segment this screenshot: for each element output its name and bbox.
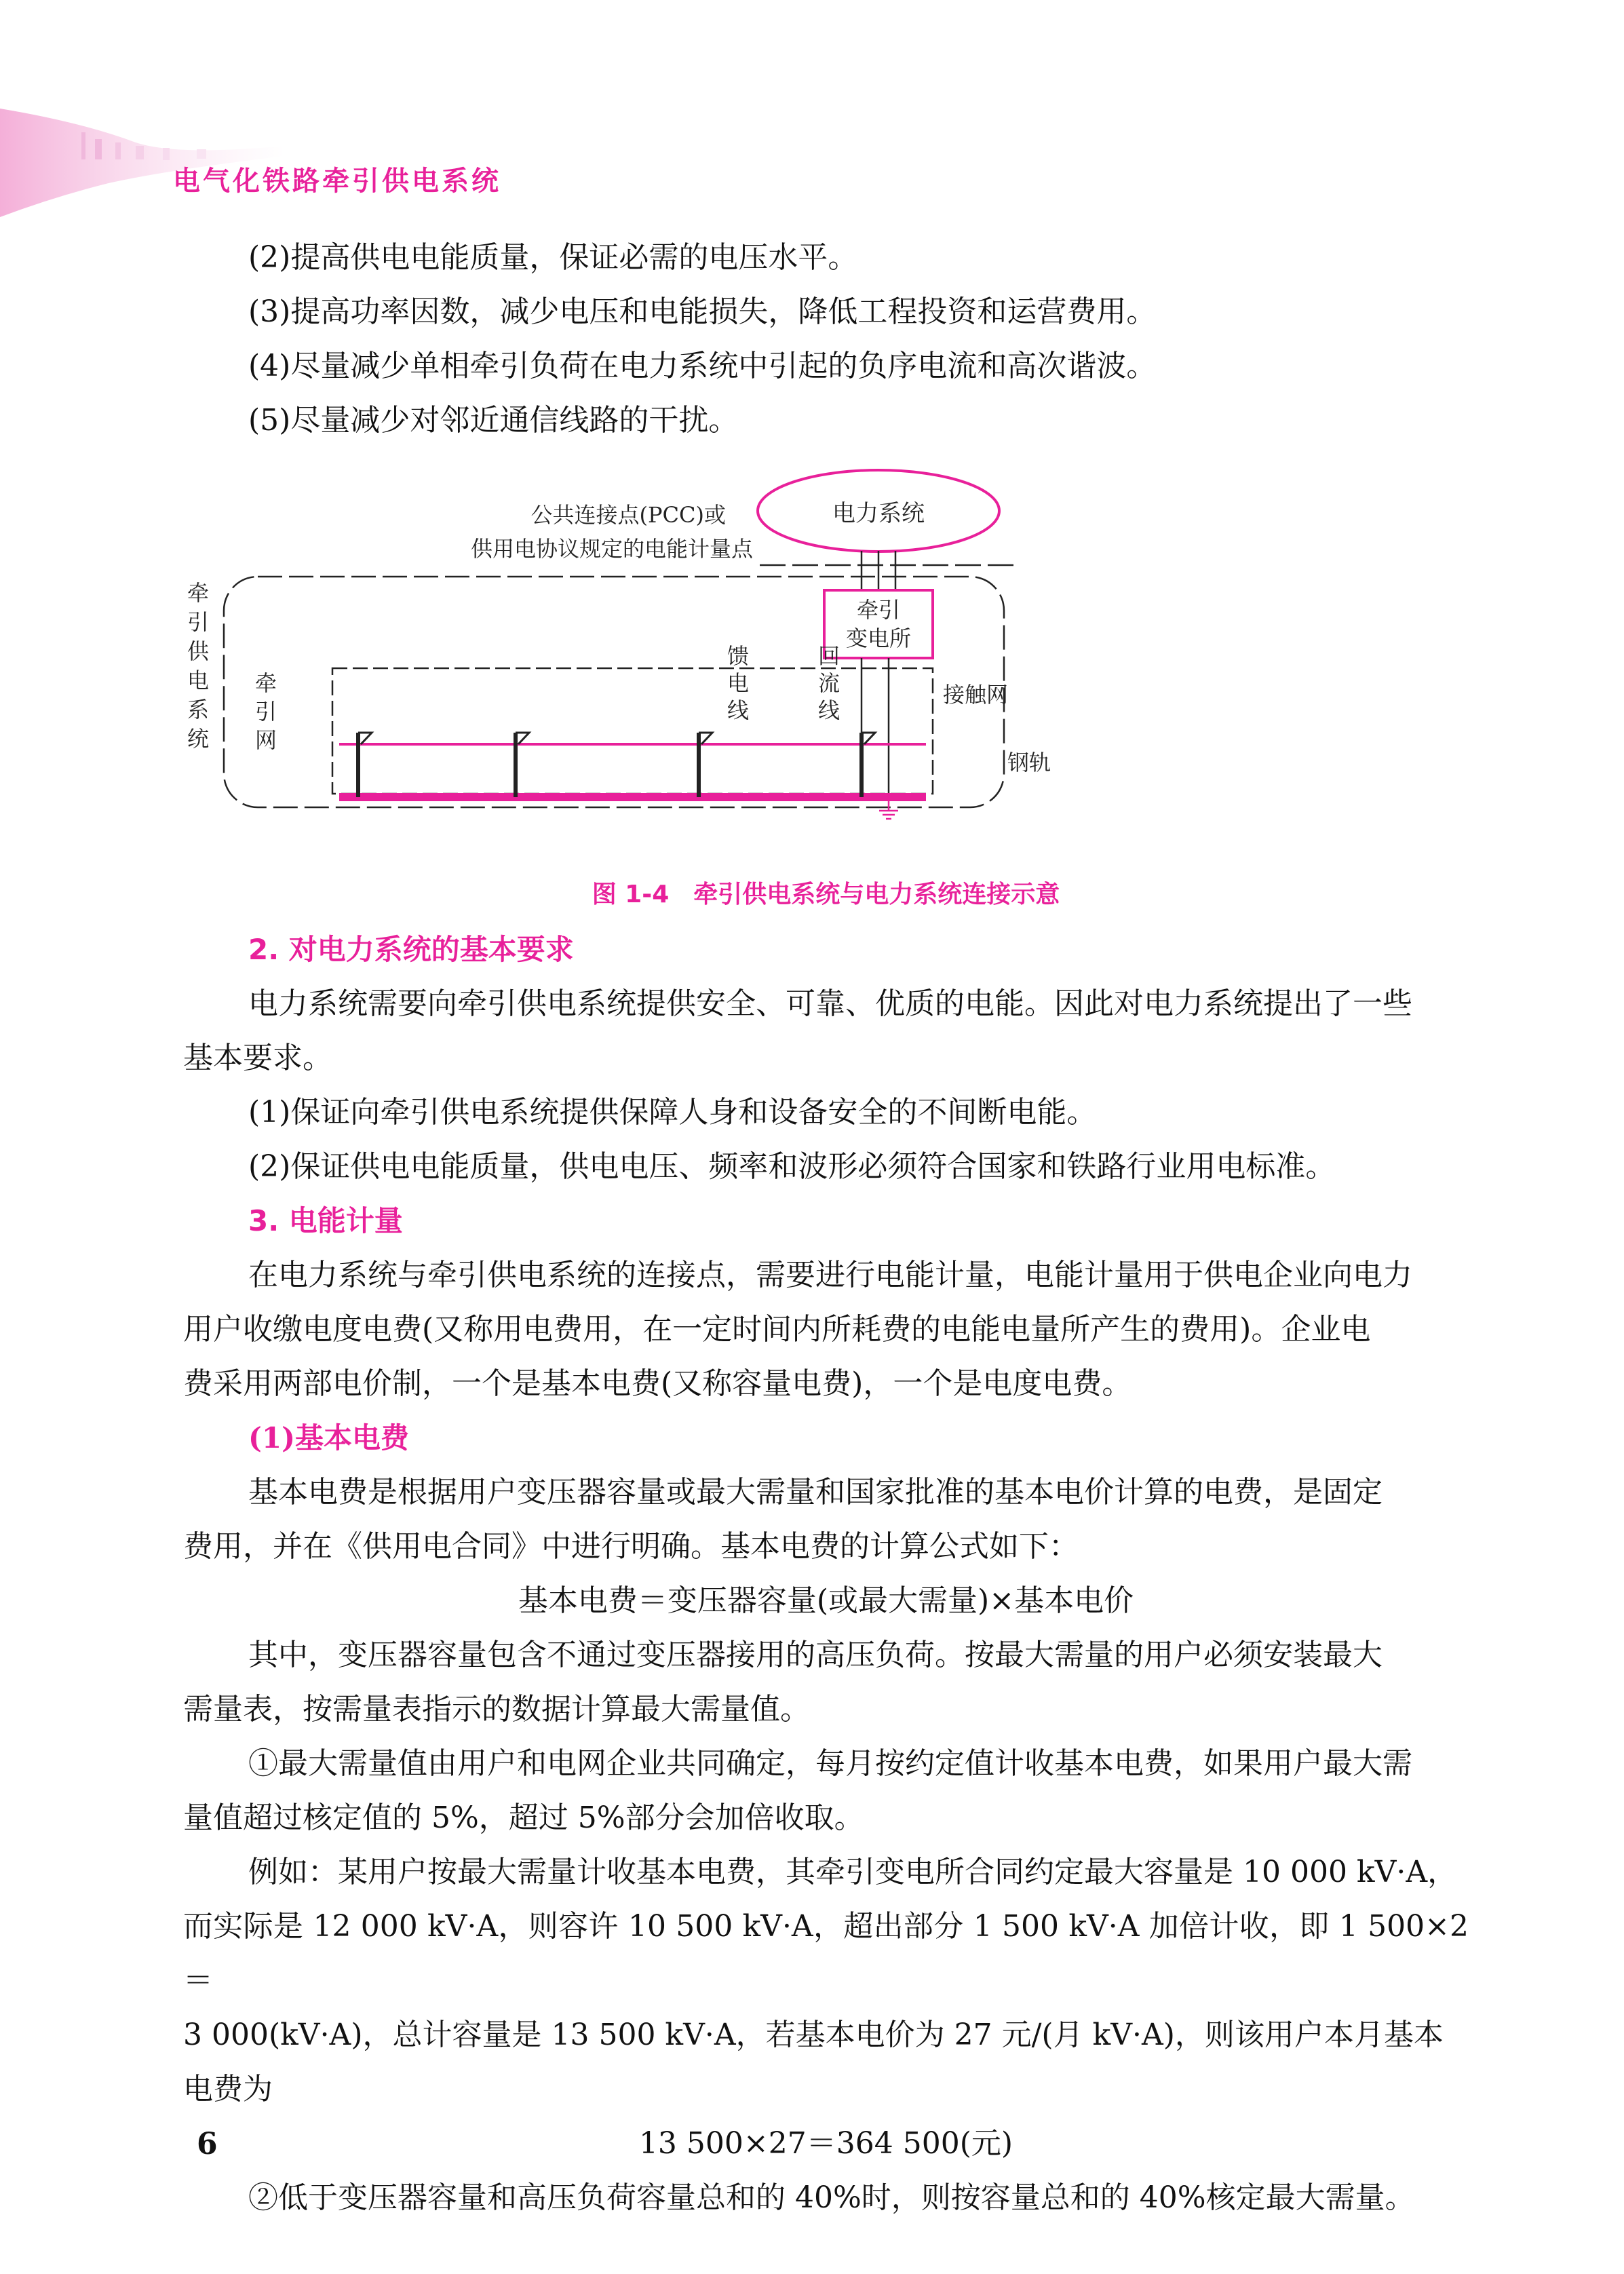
list-item: (2)提高供电电能质量，保证必需的电压水平。 — [248, 240, 858, 275]
page-content — [183, 231, 1469, 2225]
running-header-title: 电气化铁路牵引供电系统 — [173, 166, 501, 197]
paragraph-line: ①最大需量值由用户和电网企业共同确定，每月按约定值计收基本电费，如果用户最大需 — [248, 1746, 1412, 1781]
substation-label-line2: 变电所 — [845, 625, 912, 651]
mast-icon — [862, 733, 875, 797]
system-label-char: 系 — [187, 697, 210, 722]
power-system-label: 电力系统 — [832, 500, 925, 527]
mast-icon — [358, 733, 372, 797]
figure-connection-diagram — [183, 448, 1469, 923]
paragraph: ②低于变压器容量和高压负荷容量总和的 40%时，则按容量总和的 40%核定最大需量。 — [248, 2180, 1415, 2215]
system-label-char: 牵 — [187, 580, 210, 606]
paragraph-continuation: 基本要求。 — [183, 1041, 332, 1075]
pcc-label-line1: 公共连接点(PCC)或 — [530, 502, 726, 528]
system-label-char: 供 — [187, 638, 210, 664]
paragraph-line: 电费为 — [183, 2072, 273, 2106]
traction-network-boundary — [332, 668, 933, 794]
page-number: 6 — [197, 2127, 218, 2161]
figure-caption: 图 1-4 牵引供电系统与电力系统连接示意 — [592, 881, 1060, 908]
feeder-label-char: 馈 — [727, 643, 750, 669]
paragraph-line: 3 000(kV·A)，总计容量是 13 500 kV·A，若基本电价为 27 元/(月 kV·A)，则该用户本月基本 — [183, 2018, 1444, 2052]
return-label-char: 线 — [817, 697, 840, 723]
return-label-char: 回 — [817, 643, 840, 669]
paragraph-line: 而实际是 12 000 kV·A，则容许 10 500 kV·A，超出部分 1 500 kV·A 加倍计收，即 1 500×2＝ — [183, 1909, 1469, 1998]
paragraph-line: 费采用两部电价制，一个是基本电费(又称容量电费)，一个是电度电费。 — [183, 1366, 1132, 1401]
list-item: (1)保证向牵引供电系统提供保障人身和设备安全的不间断电能。 — [248, 1095, 1097, 1130]
list-item: (2)保证供电电能质量，供电电压、频率和波形必须符合国家和铁路行业用电标准。 — [248, 1149, 1336, 1184]
paragraph-line: 在电力系统与牵引供电系统的连接点，需要进行电能计量，电能计量用于供电企业向电力 — [248, 1258, 1412, 1292]
system-label-char: 引 — [187, 609, 210, 635]
feeder-label-char: 线 — [727, 697, 750, 723]
paragraph-line: 用户收缴电度电费(又称用电费用，在一定时间内所耗费的电能电量所产生的费用)。企业电 — [183, 1312, 1371, 1347]
feeder-label-char: 电 — [727, 670, 750, 696]
list-item: (3)提高功率因数，减少电压和电能损失，降低工程投资和运营费用。 — [248, 294, 1157, 329]
subsection-heading: (1)基本电费 — [248, 1421, 409, 1454]
connection-diagram — [183, 448, 1469, 923]
return-label-char: 流 — [817, 670, 840, 696]
net-label-char: 牵 — [254, 670, 277, 696]
paragraph: 电力系统需要向牵引供电系统提供安全、可靠、优质的电能。因此对电力系统提出了一些 — [248, 986, 1412, 1021]
formula: 13 500×27＝364 500(元) — [638, 2126, 1013, 2161]
mast-icon — [516, 733, 529, 797]
mast-icon — [699, 733, 712, 797]
section-heading: 2. 对电力系统的基本要求 — [248, 933, 574, 966]
paragraph-line: 其中，变压器容量包含不通过变压器接用的高压负荷。按最大需量的用户必须安装最大 — [248, 1638, 1383, 1672]
net-label-char: 网 — [254, 727, 277, 753]
net-label-char: 引 — [254, 699, 277, 725]
list-item: (4)尽量减少单相牵引负荷在电力系统中引起的负序电流和高次谐波。 — [248, 349, 1157, 383]
paragraph-line: 例如：某用户按最大需量计收基本电费，其牵引变电所合同约定最大容量是 10 000 kV·A， — [248, 1855, 1458, 1889]
formula: 基本电费＝变压器容量(或最大需量)×基本电价 — [518, 1583, 1134, 1618]
rail-label: 钢轨 — [1007, 750, 1051, 775]
paragraph-line: 基本电费是根据用户变压器容量或最大需量和国家批准的基本电价计算的电费，是固定 — [248, 1475, 1383, 1509]
list-item: (5)尽量减少对邻近通信线路的干扰。 — [248, 403, 739, 438]
catenary-label: 接触网 — [943, 682, 1009, 708]
paragraph-line: 费用，并在《供用电合同》中进行明确。基本电费的计算公式如下： — [183, 1529, 1079, 1564]
paragraph-line: 量值超过核定值的 5%，超过 5%部分会加倍收取。 — [183, 1800, 864, 1835]
system-label-char: 电 — [187, 668, 210, 693]
substation-label-line1: 牵引 — [856, 597, 901, 623]
paragraph-line: 需量表，按需量表指示的数据计算最大需量值。 — [183, 1692, 810, 1727]
section-heading: 3. 电能计量 — [248, 1204, 403, 1237]
system-label-char: 统 — [187, 726, 210, 752]
pcc-label-line2: 供用电协议规定的电能计量点 — [470, 536, 753, 562]
